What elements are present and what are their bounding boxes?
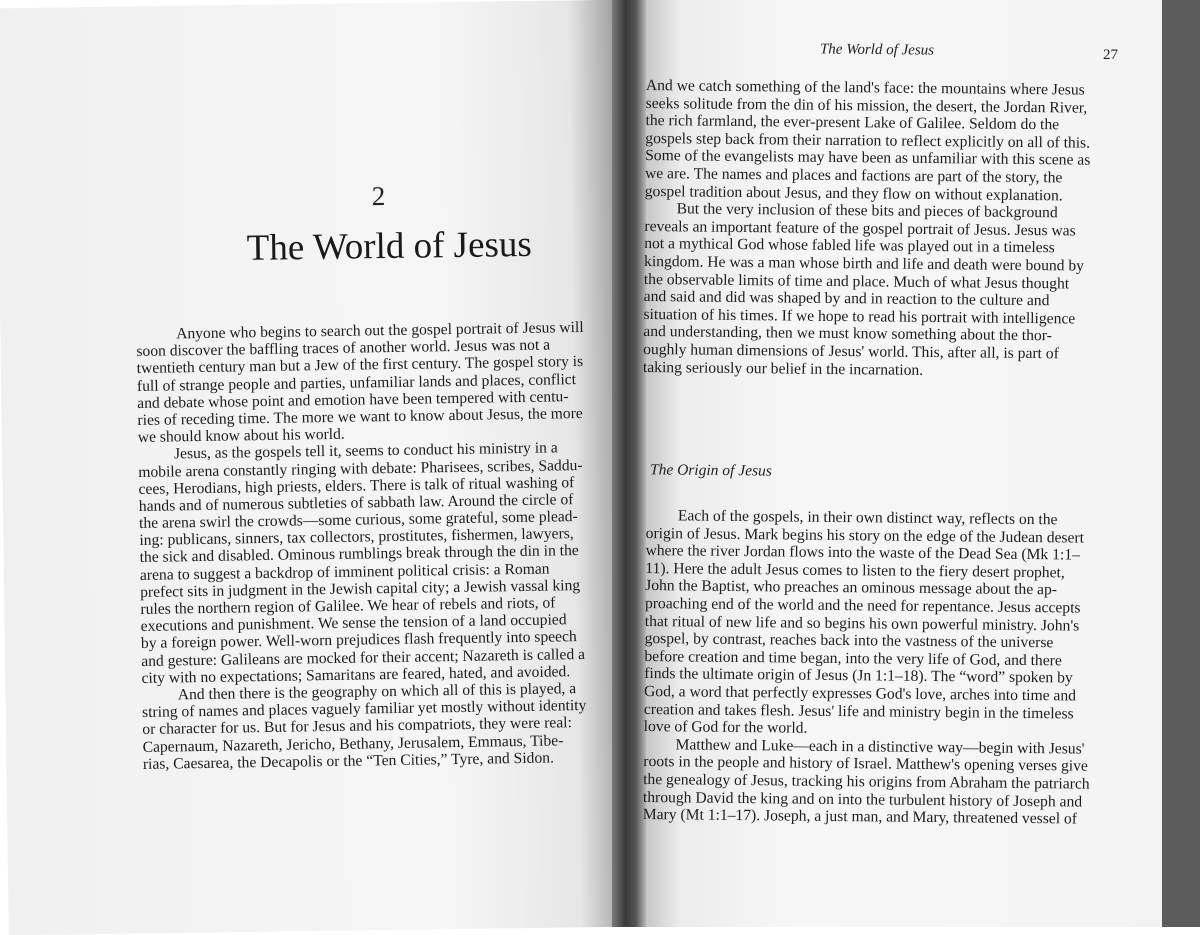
text-line: roots in the people and history of Israel. Matthew's opening verses give [643,753,1088,775]
text-line: rias, Caesarea, the Decapolis or the “Ten Cities,” Tyre, and Sidon. [142,749,555,773]
section-heading: The Origin of Jesus [649,461,772,480]
text-line: rules the northern region of Galilee. We hear of rebels and riots, of [140,594,556,618]
text-line: before creation and time began, into the very life of God, and there [644,647,1062,670]
text-line: where the river Jordan flows into the waste of the Dead Sea (Mk 1:1– [645,542,1080,564]
text-line: twentieth century man but a Jew of the first century. The gospel story is [136,353,584,378]
text-line: full of strange people and parties, unfamiliar lands and places, conflict [136,370,577,395]
text-line: prefect sits in judgment in the Jewish capital city; a Jewish vassal king [140,576,581,601]
text-line: ing: publicans, sinners, tax collectors, prostitutes, fishermen, lawyers, [139,525,574,550]
text-line: Anyone who begins to search out the gospel portrait of Jesus will [175,318,584,343]
text-line: Some of the evangelists may have been as unfamiliar with this scene as [645,147,1091,170]
text-line: But the very inclusion of these bits and pieces of background [676,200,1058,222]
book-gutter [612,0,646,927]
text-line: soon discover the baffling traces of another world. Jesus was not a [136,336,551,361]
text-line: through David the king and on into the turbulent history of Joseph and [642,788,1083,811]
text-line: And then there is the geography on which all of this is played, a [177,680,577,704]
text-line: And we catch something of the land's face: the mountains where Jesus [645,77,1085,99]
text-line: and said and did was shaped by and in reaction to the culture and [643,288,1050,310]
text-line: executions and punishment. We sense the tension of a land occupied [140,611,567,636]
text-line: string of names and places vaguely familiar yet mostly without identity [141,697,587,722]
text-line: the observable limits of time and place. Much of what Jesus thought [643,270,1070,292]
text-line: the rich farmland, the ever-present Lake of Galilee. Seldom do the [645,112,1060,134]
text-line: and gesture: Galileans are mocked for their accent; Nazareth is called a [141,645,586,670]
text-line: Each of the gospels, in their own distinct way, reflects on the [677,507,1058,529]
text-line: kingdom. He was a man whose birth and life and death were bound by [643,252,1085,275]
text-line: that ritual of new life and so begins his own powerful ministry. John's [644,612,1080,635]
page-edge [1162,0,1200,927]
text-line: gospel tradition about Jesus, and they flow on without explanation. [644,182,1063,204]
text-line: taking seriously our belief in the incarnation. [642,358,924,379]
left-page-text [136,319,591,773]
text-line: gospel, by contrast, reaches back into the vastness of the universe [644,630,1054,652]
text-line: not a mythical God whose fabled life was played out in a timeless [644,235,1055,257]
text-line: God, a word that perfectly expresses God's love, arches into time and [643,682,1077,705]
chapter-title: The World of Jesus [246,223,533,269]
chapter-number: 2 [371,180,386,212]
text-line: origin of Jesus. Mark begins his story on the edge of the Judean desert [645,524,1085,547]
text-line: John the Baptist, who preaches an ominous message about the ap- [645,577,1058,599]
text-line: 11). Here the adult Jesus comes to listen to the fiery desert prophet, [645,559,1065,582]
text-line: proaching end of the world and the need for repentance. Jesus accepts [644,594,1081,617]
text-line: gospels step back from their narration to reflect explicitly on all of this. [645,129,1091,152]
text-line: or character for us. But for Jesus and his compatriots, they were real: [142,714,572,739]
text-line: and debate whose point and emotion have been tempered with centu- [137,387,569,412]
text-line: and understanding, then we must know something about the thor- [643,323,1052,345]
text-line: by a foreign power. Well-worn prejudices flash frequently into speech [140,628,577,653]
right-page-text-bottom [643,507,1093,828]
text-line: the arena swirl the crowds—some curious, some grateful, some plead- [138,508,578,533]
right-page-text-top [643,77,1091,381]
text-line: cees, Herodians, high priests, elders. There is talk of ritual washing of [138,473,575,498]
text-line: finds the ultimate origin of Jesus (Jn 1:1–18). The “word” spoken by [644,665,1073,687]
page-number: 27 [1103,47,1118,63]
text-line: Matthew and Luke—each in a distinctive way—begin with Jesus' [675,736,1085,758]
text-line: creation and takes flesh. Jesus' life and ministry begin in the timeless [643,700,1074,723]
text-line: Mary (Mt 1:1–17). Joseph, a just man, and Mary, threatened vessel of [642,806,1078,828]
text-line: we should know about his world. [137,425,345,447]
text-line: the genealogy of Jesus, tracking his origins from Abraham the patriarch [643,770,1090,793]
text-line: we are. The names and places and factions are part of the story, the [644,164,1063,187]
text-line: love of God for the world. [643,718,808,737]
text-line: ries of receding time. The more we want to know about Jesus, the more [137,404,583,429]
text-line: mobile arena constantly ringing with debate: Pharisees, scribes, Saddu- [138,456,583,481]
text-line: city with no expectations; Samaritans are feared, hated, and avoided. [141,662,571,687]
text-line: Capernaum, Nazareth, Jericho, Bethany, Jerusalem, Emmaus, Tibe- [142,731,564,756]
text-line: hands and of numerous subtleties of sabbath law. Around the circle of [138,491,574,515]
text-line: Jesus, as the gospels tell it, seems to conduct his ministry in a [173,439,558,463]
running-head: The World of Jesus [819,41,935,59]
text-line: the sick and disabled. Ominous rumblings break through the din in the [139,542,579,567]
text-line: situation of his times. If we hope to read his portrait with intelligence [643,305,1076,328]
text-line: reveals an important feature of the gospel portrait of Jesus. Jesus was [644,217,1076,240]
text-line: arena to suggest a backdrop of imminent political crisis: a Roman [139,560,550,584]
text-line: seeks solitude from the din of his mission, the desert, the Jordan River, [645,94,1088,117]
text-line: oughly human dimensions of Jesus' world. This, after all, is part of [643,340,1059,363]
